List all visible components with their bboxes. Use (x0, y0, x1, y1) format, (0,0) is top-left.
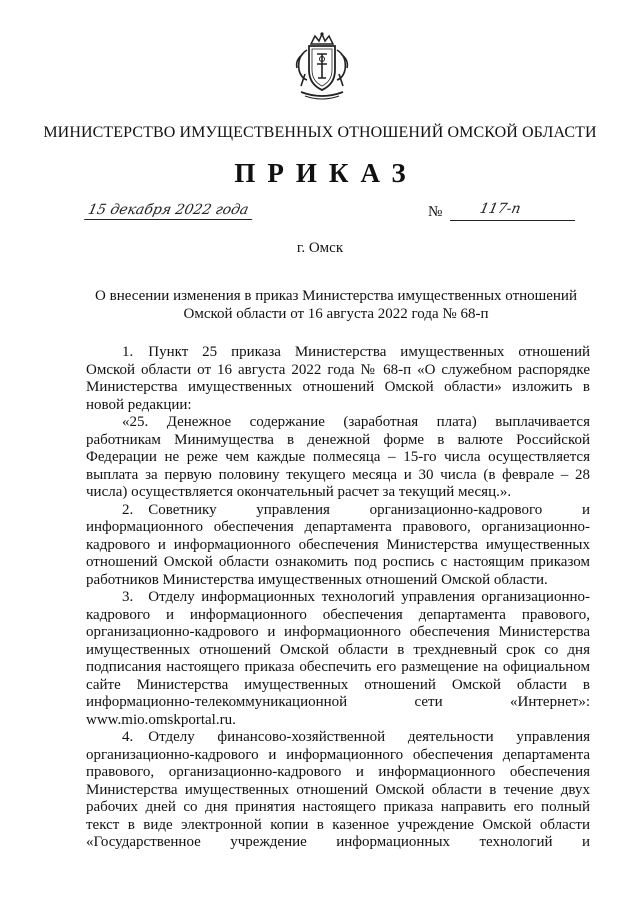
paragraph-2: 2. Советнику управления организационно-кадрового и информационного обеспечения департамента правового, организационно-кадрового и информационного обеспечения Министерства имущественных отношений Омской области ознакомить под роспись с настоящим приказом работников Министерства имущественных отношений Омской области. (86, 501, 590, 588)
number-label: № (428, 204, 443, 220)
paragraph-3: 3. Отделу информационных технологий управления организационно-кадрового и информационного обеспечения департамента правового, организационно-кадрового и информационного обеспечения Министерства имущественных отношений Омской области в трехдневный срок со дня подписания настоящего приказа обеспечить его размещение на официальном сайте Министерства имущественных отношений Омской области в информационно-телекоммуникационной сети «Интернет»: www.mio.omskportal.ru. (86, 589, 590, 728)
document-title: ПРИКАЗ (234, 158, 418, 188)
order-body (86, 344, 590, 852)
coat-of-arms-emblem (289, 30, 355, 102)
handwritten-date: 15 декабря 2022 года (84, 202, 256, 220)
handwritten-number: 117-п (478, 201, 523, 217)
paragraph-4: 4. Отделу финансово-хозяйственной деятельности управления организационно-кадрового и информационного обеспечения департамента правового, организационно-кадрового и информационного обеспечения Министерства имущественных отношений Омской области в течение двух рабочих дней со дня принятия настоящего приказа направить его полный текст в виде электронной копии в казенное учреждение Омской области «Государственное учреждение информационных технологий и (86, 729, 590, 850)
order-subject: О внесении изменения в приказ Министерства имущественных отношений Омской области от 16 августа 2022 года № 68-п (95, 288, 577, 322)
city-name: г. Омск (296, 240, 344, 256)
number-underline (450, 220, 575, 221)
ministry-name: МИНИСТЕРСТВО ИМУЩЕСТВЕННЫХ ОТНОШЕНИЙ ОМСКОЙ ОБЛАСТИ (43, 124, 597, 141)
paragraph-1: 1. Пункт 25 приказа Министерства имущественных отношений Омской области от 16 августа 2022 года № 68-п «О служебном распорядке Министерства имущественных отношений Омской области» изложить в новой редакции: (86, 344, 590, 413)
paragraph-1-quote: «25. Денежное содержание (заработная плата) выплачивается работникам Минимущества в денежной форме в валюте Российской Федерации не реже чем каждые полмесяца – 15-го числа осуществляется выплата за первую половину текущего месяца и 30 числа (в феврале – 28 числа) осуществляется окончательный расчет за текущий месяц.». (86, 414, 590, 500)
